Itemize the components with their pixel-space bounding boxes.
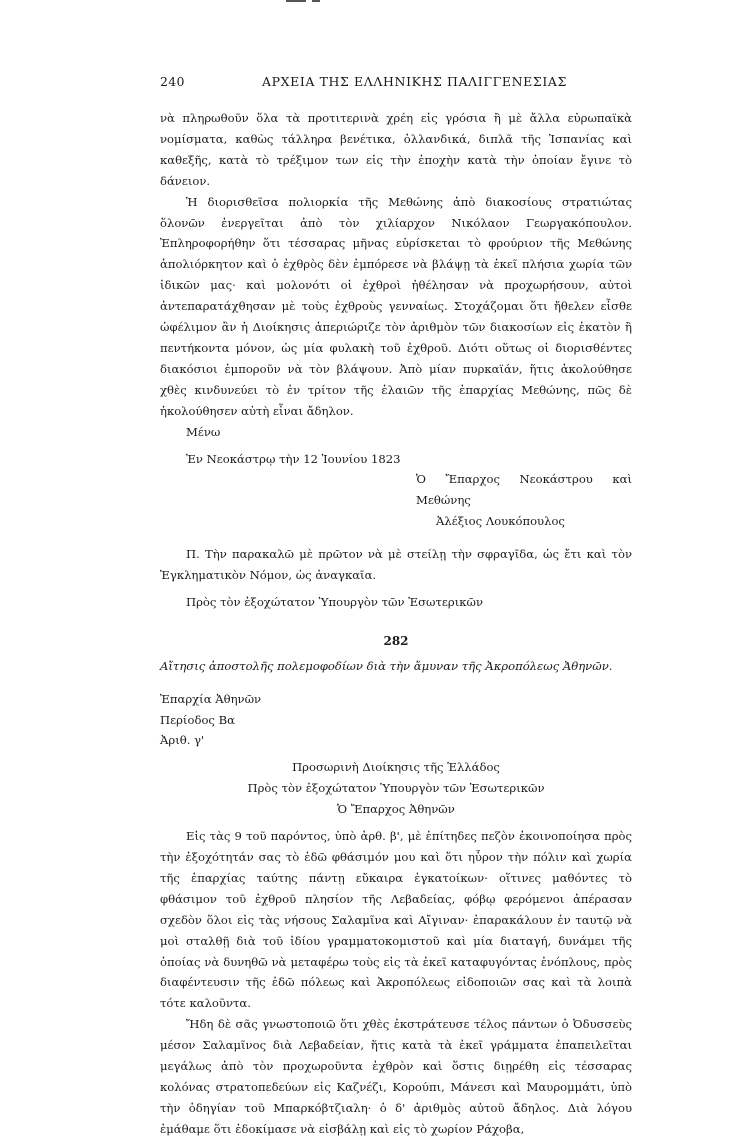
header-line: Ἀριθ. γ' (160, 733, 205, 748)
address-line: Ὁ Ἔπαρχος Ἀθηνῶν (337, 802, 455, 817)
closing-line: Μένω (186, 424, 221, 439)
addressee: Πρὸς τὸν ἐξοχώτατον Ὑπουργὸν τῶν Ἐσωτερικῶν (186, 594, 484, 609)
paragraph: Ἤδη δὲ σᾶς γνωστοποιῶ ὅτι χθὲς ἐκστράτευσε τέλος πάντων ὁ Ὀδυσσεὺς μέσον Σαλαμῖνος διὰ Λεβαδείαν, ἥτις κατὰ τὰ ἐκεῖ γράμματα ἐπαπειλεῖται μεγάλως ἀπὸ τὸν προχωροῦντα ἐχθρὸν καὶ ὅστις διῃρέθη εἰς τέσσαρας κολόνας στρατοπεδεύων εἰς Καζνέζι, Κορούπι, Μάνεσι καὶ Μαυρομμάτι, ὑπὸ τὴν ὁδηγίαν τοῦ Μπαρκόβτζιαλη· ὁ δ' ἀριθμὸς αὐτοῦ ἄδηλος. Διὰ λόγου ἐμάθαμε ὅτι ἐδοκίμασε νὰ εἰσβάλῃ καὶ εἰς τὸ χωρίον Ράχοβα, (160, 1017, 632, 1136)
page-number: 240 (160, 74, 185, 89)
place-date: Ἐν Νεοκάστρῳ τὴν 12 Ἰουνίου 1823 (186, 451, 401, 466)
signature-name: Ἀλέξιος Λουκόπουλος (436, 514, 565, 529)
page-body (160, 108, 632, 1140)
postscript: Π. Τὴν παρακαλῶ μὲ πρῶτον νὰ μὲ στείλῃ τὴν σφραγῖδα, ὡς ἔτι καὶ τὸν Ἐγκληματικὸν Νόμον, ὡς ἀναγκαῖα. (160, 547, 632, 583)
paragraph: Εἰς τὰς 9 τοῦ παρόντος, ὑπὸ ἀρθ. β', μὲ ἐπίτηδες πεζὸν ἐκοινοποίησα πρὸς τὴν ἐξοχότητάν σας τὸ ἐδῶ φθάσιμόν μου καὶ ὅτι ηὗρον τὴν πόλιν καὶ χωρία τῆς ἐπαρχίας ταύτης πάντῃ εὔκαιρα ἐγκατοίκων· οἵτινες μαθόντες τὸ φθάσιμον τοῦ ἐχθροῦ πλησίον τῆς Λεβαδείας, φόβῳ φερόμενοι ἀπέρασαν σχεδὸν ὅλοι εἰς τὰς νήσους Σαλαμῖνα καὶ Αἴγιναν· ἐπαρακάλουν ἐν ταυτῷ νὰ μοὶ σταλθῇ διὰ τοῦ ἰδίου γραμματοκομιστοῦ καὶ μία διαταγή, δυνάμει τῆς ὁποίας νὰ δυνηθῶ νὰ μεταφέρω τοὺς εἰς τὰ ἐκεῖ καταφυγόντας ἐνόπλους, πρὸς διαφέντευσιν τῆς ἐδῶ πόλεως καὶ Ἀκροπόλεως εἰδοποιῶν σας καὶ τὰ λοιπὰ τότε καλοῦντα. (160, 829, 632, 1011)
header-line: Περίοδος Βα (160, 712, 235, 727)
document-number: 282 (383, 633, 409, 648)
header-line: Ἐπαρχία Ἀθηνῶν (160, 691, 262, 706)
document-caption: Αἴτησις ἀποστολῆς πολεμοφοδίων διὰ τὴν ἄμυναν τῆς Ἀκροπόλεως Ἀθηνῶν. (160, 658, 613, 673)
signature-title: Ὁ Ἔπαρχος Νεοκάστρου καὶ Μεθώνης (416, 472, 632, 508)
running-title: ΑΡΧΕΙΑ ΤΗΣ ΕΛΛΗΝΙΚΗΣ ΠΑΛΙΓΓΕΝΕΣΙΑΣ (262, 74, 567, 89)
paragraph: νὰ πληρωθοῦν ὅλα τὰ προτιτερινὰ χρέη εἰς γρόσια ἢ μὲ ἄλλα εὐρωπαϊκὰ νομίσματα, καθὼς τάλληρα βενέτικα, ὀλλανδικά, διπλᾶ τῆς Ἱσπανίας καὶ καθεξῆς, κατὰ τὸ τρέξιμον των εἰς τὴν ἐποχὴν κατὰ τὴν ὁποίαν ἔγινε τὸ δάνειον. (160, 111, 632, 188)
address-line: Προσωρινὴ Διοίκησις τῆς Ἑλλάδος (292, 760, 500, 775)
paragraph: Ἡ διορισθεῖσα πολιορκία τῆς Μεθώνης ἀπὸ διακοσίους στρατιώτας ὅλονῶν ἐνεργεῖται ἀπὸ τὸν χιλίαρχον Νικόλαον Γεωργακόπουλον. Ἐπληροφορήθην ὅτι τέσσαρας μῆνας εὑρίσκεται τὸ φρούριον τῆς Μεθώνης ἀπολιόρκητον καὶ ὁ ἐχθρὸς δὲν ἐμπόρεσε νὰ βλάψῃ τὰ ἐκεῖ πλήσια χωρία τῶν ἰδικῶν μας· καὶ μολονότι οἱ ἐχθροὶ ἠθέλησαν νὰ προχωρήσουν, αὐτοὶ ἀντεπαρατάχθησαν μὲ τοὺς ἐχθροὺς γενναίως. Στοχάζομαι ὅτι ἤθελεν εἶσθε ὠφέλιμον ἂν ἡ Διοίκησις ἀπεριώριζε τὸν ἀριθμὸν τῶν διακοσίων εἰς ἑκατὸν ἢ πεντήκοντα μόνον, ὡς μία φυλακὴ τοῦ ἐχθροῦ. Διότι οὕτως οἱ διορισθέντες διακόσιοι ἐμποροῦν νὰ τὸν βλάψουν. Ἀπὸ μίαν πυρκαϊάν, ἥτις ἀκολούθησε χθὲς κινδυνεύει τὸ ἐν τρίτον τῆς ἐλαιῶν τῆς ἐπαρχίας Μεθώνης, πῶς δὲ ἠκολούθησεν αὐτὴ εἶναι ἄδηλον. (160, 194, 632, 418)
scan-artifact (286, 0, 306, 8)
address-line: Πρὸς τὸν ἐξοχώτατον Ὑπουργὸν τῶν Ἐσωτερικῶν (247, 781, 545, 796)
scan-artifact (312, 0, 320, 8)
